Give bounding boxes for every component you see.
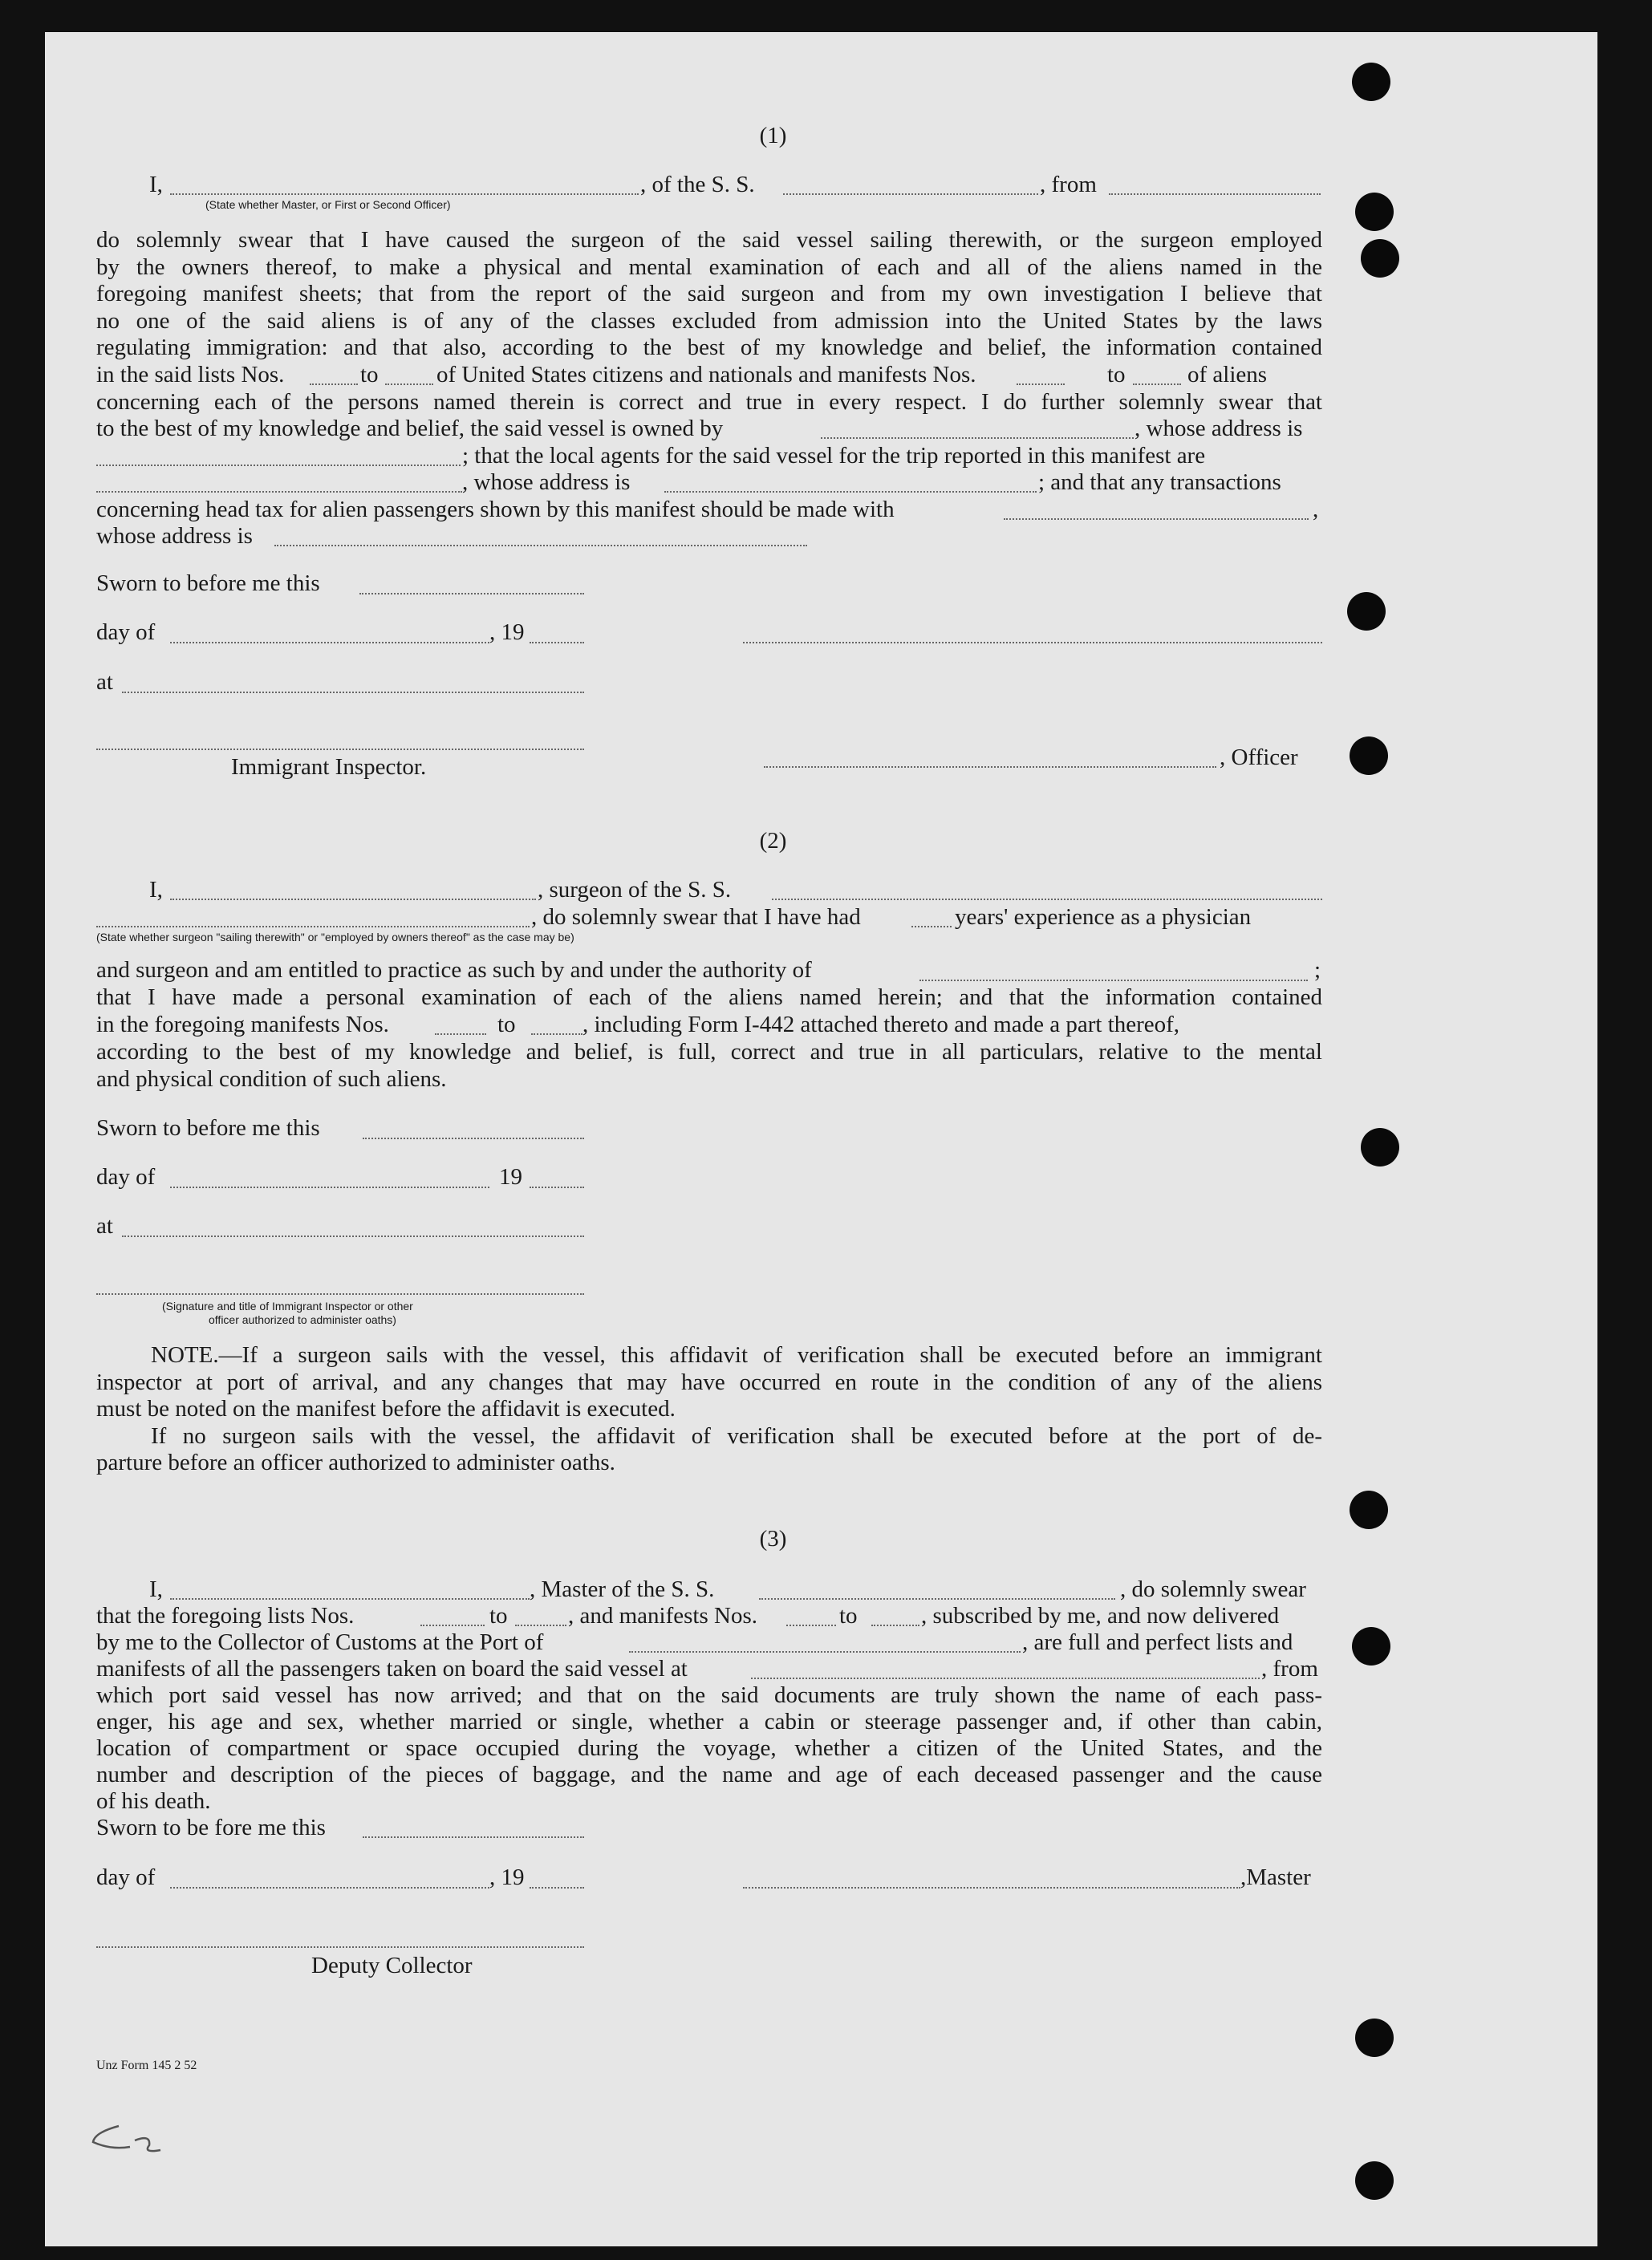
s3-body-line-2: enger, his age and sex, whether married or single, whether a cabin or steerage passenger and, if other than cabin, [96, 1709, 1322, 1735]
s2-swear-label: , do solemnly swear that I have had [531, 904, 861, 930]
s2-surgeon-name-field[interactable] [170, 898, 536, 900]
s3-embark-port-field[interactable] [751, 1677, 1260, 1679]
s2-manifests-label: in the foregoing manifests Nos. [96, 1012, 389, 1037]
punch-hole-2 [1355, 193, 1394, 231]
s1-officer-name-field[interactable] [170, 193, 639, 195]
s3-body-line-1: which port said vessel has now arrived; and that on the said documents are truly shown the name of each pass- [96, 1682, 1322, 1708]
note-p1-line-2: inspector at port of arrival, and any changes that may have occurred en route in the condition of any of the aliens [96, 1369, 1322, 1395]
s1-agents-address-field[interactable] [664, 490, 1037, 493]
s2-surgeon-type-field[interactable] [96, 925, 530, 927]
s3-sworn-label: Sworn to be fore me this [96, 1815, 326, 1840]
s2-at-label: at [96, 1213, 113, 1239]
s1-body-line-4: no one of the said aliens is of any of the classes excluded from admission into the United States by the laws [96, 308, 1322, 334]
note-p1-line-1: NOTE.—If a surgeon sails with the vessel, this affidavit of verification shall be executed before an immigrant [151, 1342, 1322, 1368]
note-p2-line-2: parture before an officer authorized to administer oaths. [96, 1450, 615, 1475]
punch-hole-8 [1352, 1627, 1390, 1666]
punch-hole-4 [1347, 592, 1386, 631]
s1-body2-line-1: concerning each of the persons named therein is correct and true in every respect. I do further solemnly swear that [96, 389, 1322, 415]
s2-ship-name-field[interactable] [772, 898, 1322, 900]
s2-surgeon-note: (State whether surgeon "sailing therewith" or "employed by owners thereof" as the case may be) [96, 931, 574, 943]
s1-at-field[interactable] [122, 691, 584, 693]
s1-i-label: I, [149, 172, 163, 197]
s3-port-field[interactable] [629, 1650, 1021, 1653]
s1-agents-label: ; that the local agents for the said vessel for the trip reported in this manifest are [462, 443, 1206, 469]
note-p2-line-1: If no surgeon sails with the vessel, the affidavit of verification shall be executed before at the port of de- [151, 1423, 1322, 1449]
punch-hole-7 [1350, 1491, 1388, 1529]
s3-day-of-label: day of [96, 1864, 156, 1890]
s2-authority-label: and surgeon and am entitled to practice as such by and under the authority of [96, 957, 812, 983]
s2-body2-line-2: and physical condition of such aliens. [96, 1066, 447, 1092]
s1-owner-address-label: , whose address is [1134, 416, 1303, 441]
s1-headtax-comma: , [1313, 497, 1319, 522]
s3-lists-to-field[interactable] [515, 1624, 566, 1626]
s1-owner-address-field[interactable] [96, 464, 461, 466]
s1-officer-note: (State whether Master, or First or Second Officer) [205, 198, 451, 211]
handwritten-mark [87, 2118, 175, 2166]
s1-lists-label: in the said lists Nos. [96, 362, 285, 387]
s2-manifests-to-label: to [497, 1012, 516, 1037]
punch-hole-3 [1361, 239, 1399, 278]
s2-year-field[interactable] [530, 1186, 584, 1188]
s2-inspector-signature-field[interactable] [96, 1292, 584, 1295]
s1-inspector-label: Immigrant Inspector. [231, 754, 427, 780]
note-p1-line-3: must be noted on the manifest before the affidavit is executed. [96, 1396, 676, 1422]
s1-manifests-from-field[interactable] [1017, 383, 1065, 385]
punch-hole-1 [1352, 63, 1390, 101]
s3-deputy-label: Deputy Collector [311, 1953, 473, 1978]
s3-body-line-3: location of compartment or space occupied during the voyage, whether a citizen of the United States, and the [96, 1735, 1322, 1761]
s1-from-field[interactable] [1109, 193, 1321, 195]
s3-ship-name-field[interactable] [759, 1597, 1115, 1600]
s1-citizens-label: of United States citizens and nationals and manifests Nos. [436, 362, 976, 387]
s2-day-of-label: day of [96, 1164, 156, 1190]
s1-headtax-field[interactable] [1004, 517, 1309, 520]
s3-master-title-label: ,Master [1240, 1864, 1311, 1890]
s3-lists-to-label: to [489, 1603, 508, 1629]
s1-owner-field[interactable] [821, 436, 1134, 439]
s1-year-field[interactable] [530, 641, 584, 643]
s2-at-field[interactable] [122, 1235, 584, 1237]
s3-master-signature-field[interactable] [743, 1886, 1240, 1889]
s2-nineteen-label: 19 [499, 1164, 522, 1190]
s3-manifests-to-field[interactable] [871, 1624, 919, 1626]
punch-hole-10 [1355, 2161, 1394, 2200]
s1-agents-address-label: , whose address is [462, 469, 631, 495]
s1-whose-address-label: whose address is [96, 523, 253, 549]
s2-manifests-to-field[interactable] [531, 1033, 582, 1035]
s1-day-of-field[interactable] [170, 641, 489, 643]
section-1-number: (1) [759, 123, 787, 148]
s3-year-field[interactable] [530, 1886, 584, 1889]
s1-owned-label: to the best of my knowledge and belief, the said vessel is owned by [96, 416, 724, 441]
s1-body-line-5: regulating immigration: and that also, according to the best of my knowledge and belief, the information contained [96, 335, 1322, 360]
s3-manifests-to-label: to [839, 1603, 858, 1629]
s1-officer-label: , Officer [1220, 745, 1298, 770]
s3-day-of-field[interactable] [170, 1886, 489, 1889]
s1-body-line-1: do solemnly swear that I have caused the surgeon of the said vessel sailing therewith, or the surgeon employed [96, 227, 1322, 253]
s2-manifests-from-field[interactable] [435, 1033, 486, 1035]
s2-day-of-field[interactable] [170, 1186, 489, 1188]
s1-from-label: , from [1040, 172, 1097, 197]
s3-swear-label: , do solemnly swear [1120, 1576, 1306, 1602]
s1-officer-signature-field[interactable] [743, 641, 1322, 643]
s1-of-ss-label: , of the S. S. [640, 172, 755, 197]
punch-hole-6 [1361, 1128, 1399, 1167]
s3-body-last: of his death. [96, 1788, 211, 1814]
s3-sworn-field[interactable] [363, 1836, 584, 1838]
s1-lists-to-label: to [360, 362, 379, 387]
s3-deputy-signature-field[interactable] [96, 1946, 584, 1948]
s1-agents-field[interactable] [96, 490, 462, 493]
s1-nineteen-label: , 19 [489, 619, 525, 645]
s2-signature-note-2: officer authorized to administer oaths) [209, 1313, 396, 1326]
s2-experience-label: years' experience as a physician [955, 904, 1252, 930]
s2-sworn-field[interactable] [363, 1137, 584, 1139]
s3-i-label: I, [149, 1576, 163, 1602]
s1-sworn-label: Sworn to before me this [96, 570, 320, 596]
s1-manifests-to-field[interactable] [1133, 383, 1181, 385]
s3-delivered-label: , subscribed by me, and now delivered [921, 1603, 1280, 1629]
s1-lists-from-field[interactable] [310, 383, 358, 385]
s2-signature-note-1: (Signature and title of Immigrant Inspector or other [162, 1300, 413, 1313]
s1-whose-address-field[interactable] [274, 544, 807, 546]
s3-port-label: by me to the Collector of Customs at the Port of [96, 1629, 544, 1655]
s3-lists-full-label: , are full and perfect lists and [1022, 1629, 1293, 1655]
s2-body2-line-1: according to the best of my knowledge and belief, is full, correct and true in all particulars, relative to the mental [96, 1039, 1322, 1065]
s3-master-label: , Master of the S. S. [530, 1576, 715, 1602]
s1-officer-title-field[interactable] [764, 765, 1216, 768]
s2-body-line-1: that I have made a personal examination of each of the aliens named herein; and that the information contained [96, 984, 1322, 1010]
s3-lists-label: that the foregoing lists Nos. [96, 1603, 355, 1629]
punch-hole-5 [1350, 736, 1388, 775]
s1-body-line-3: foregoing manifest sheets; that from the report of the said surgeon and from my own investigation I believe that [96, 281, 1322, 306]
form-page [45, 32, 1597, 2246]
s1-transactions-label: ; and that any transactions [1038, 469, 1281, 495]
s1-manifests-to-label: to [1107, 362, 1126, 387]
s3-master-name-field[interactable] [170, 1597, 530, 1600]
s1-body-line-2: by the owners thereof, to make a physical and mental examination of each and all of the aliens named in the [96, 254, 1322, 280]
s3-passengers-label: manifests of all the passengers taken on board the said vessel at [96, 1656, 688, 1682]
s1-headtax-label: concerning head tax for alien passengers shown by this manifest should be made with [96, 497, 895, 522]
s2-authority-field[interactable] [919, 979, 1308, 981]
s2-form-label: , including Form I-442 attached thereto and made a part thereof, [582, 1012, 1180, 1037]
s1-inspector-signature-field[interactable] [96, 748, 584, 750]
s1-ship-name-field[interactable] [783, 193, 1038, 195]
s3-nineteen-label: , 19 [489, 1864, 525, 1890]
s3-manifests-label: , and manifests Nos. [568, 1603, 757, 1629]
s2-sworn-label: Sworn to before me this [96, 1115, 320, 1141]
form-number: Unz Form 145 2 52 [96, 2059, 197, 2072]
s3-lists-from-field[interactable] [420, 1624, 485, 1626]
s3-manifests-from-field[interactable] [786, 1624, 836, 1626]
section-2-number: (2) [759, 828, 787, 854]
s1-day-of-label: day of [96, 619, 156, 645]
s1-lists-to-field[interactable] [385, 383, 433, 385]
s1-sworn-field[interactable] [359, 592, 584, 594]
s2-i-label: I, [149, 877, 163, 903]
s2-years-field[interactable] [911, 925, 952, 927]
s2-surgeon-label: , surgeon of the S. S. [538, 877, 732, 903]
s1-aliens-label: of aliens [1187, 362, 1268, 387]
section-3-number: (3) [759, 1526, 787, 1552]
s1-at-label: at [96, 669, 113, 695]
s3-from-label: , from [1261, 1656, 1318, 1682]
s3-body-line-4: number and description of the pieces of baggage, and the name and age of each deceased passenger and the cause [96, 1762, 1322, 1787]
s2-authority-semicolon: ; [1314, 957, 1321, 983]
punch-hole-9 [1355, 2019, 1394, 2057]
